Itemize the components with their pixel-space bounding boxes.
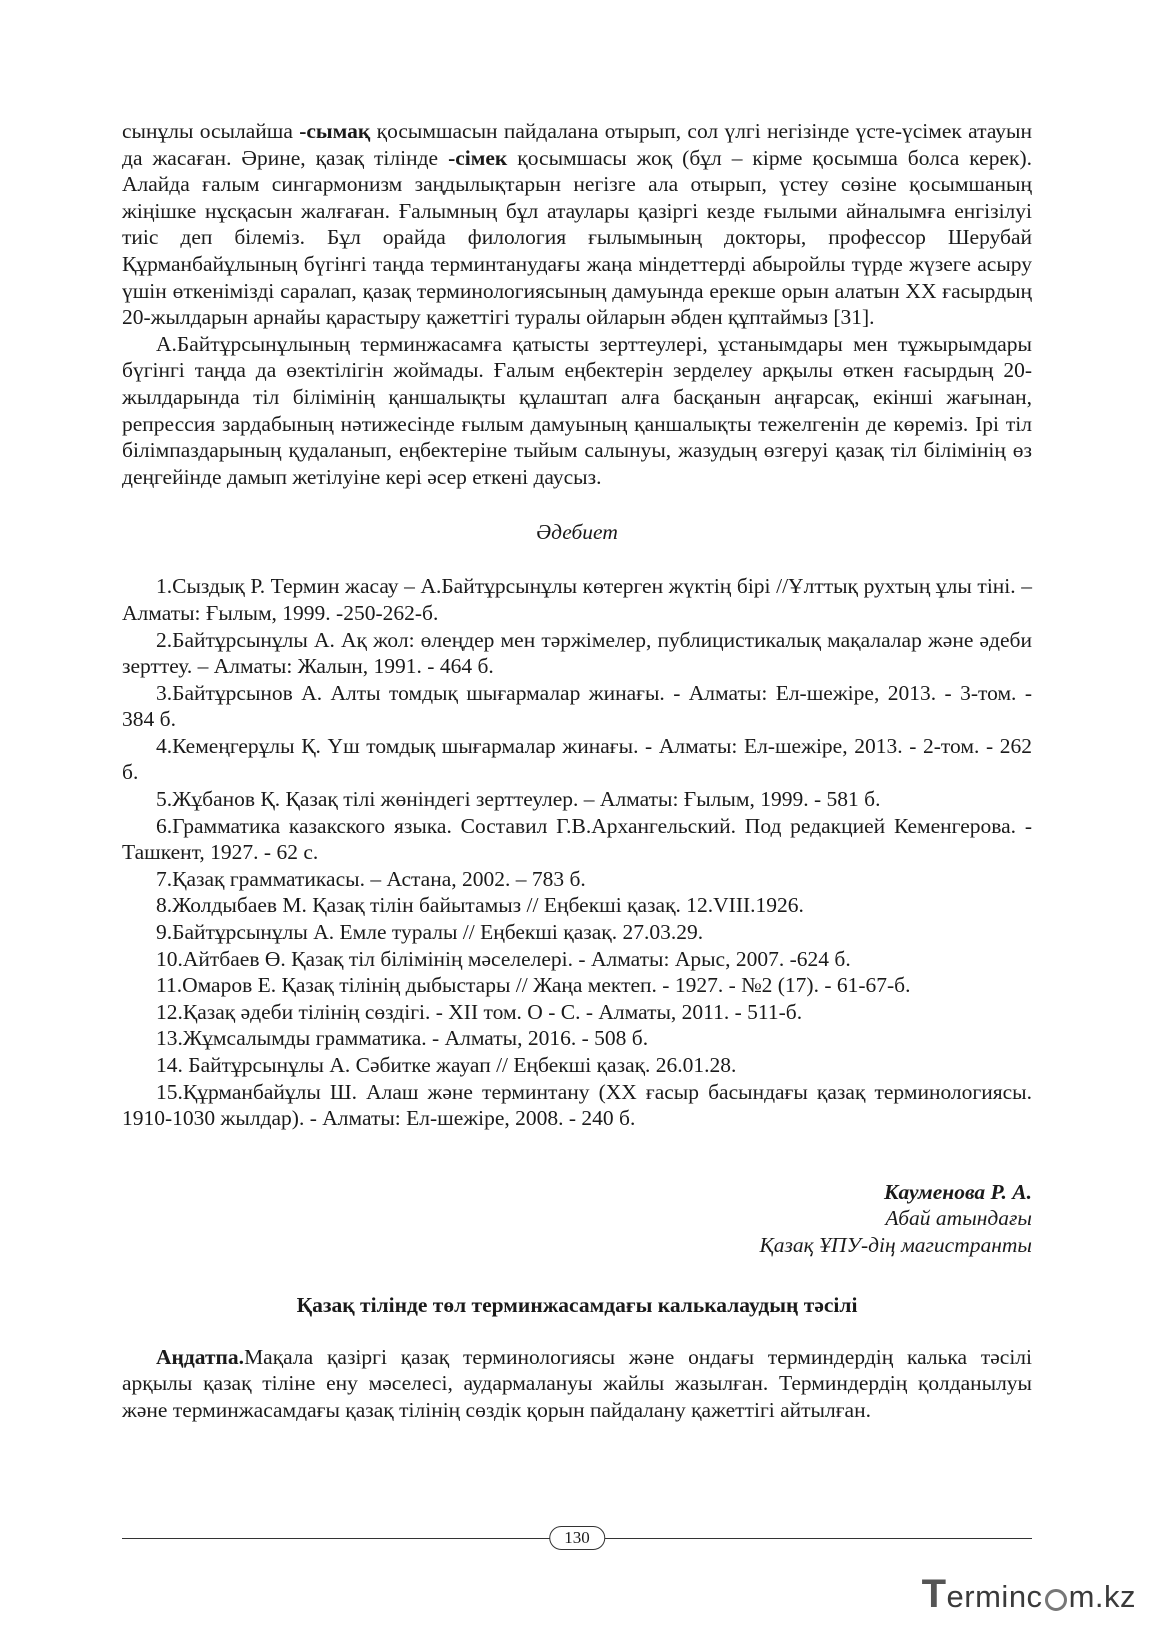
reference-item: 3.Байтұрсынов А. Алты томдық шығармалар жинағы. - Алматы: Ел-шежіре, 2013. - 3-том. - 384 б. [122,680,1032,732]
reference-item: 13.Жұмсалымды грамматика. - Алматы, 2016. - 508 б. [156,1026,649,1051]
reference-item: 10.Айтбаев Ө. Қазақ тіл білімінің мәселелері. - Алматы: Арыс, 2007. -624 б. [156,946,851,971]
reference-item: 12.Қазақ әдеби тілінің сөздігі. - XII том. О - С. - Алматы, 2011. - 511-б. [156,999,803,1024]
page-number: 130 [549,1526,605,1550]
bold-suffix-symak: -сымақ [299,119,371,143]
reference-item: 14. Байтұрсынұлы А. Сәбитке жауап // Еңбекші қазақ. 26.01.28. [156,1053,737,1077]
literature-title: Әдебиет [536,520,618,545]
reference-item: 2.Байтұрсынұлы А. Ақ жол: өлеңдер мен тәржімелер, публицистикалық мақалалар және әдеби зерттеу. – Алматы: Жалын, 1991. - 464 б. [122,627,1032,679]
reference-item: 15.Құрманбайұлы Ш. Алаш және терминтану (ХХ ғасыр басындағы қазақ терминологиясы. 1910-1030 жылдар). - Алматы: Ел-шежіре, 2008. - 240 б. [122,1079,1032,1131]
watermark-t: T [921,1572,947,1616]
author-affiliation-line-1: Абай атындағы [885,1206,1032,1231]
abstract-paragraph [122,1344,1032,1424]
abstract-text: Мақала қазіргі қазақ терминологиясы және ондағы терминдердің калька тәсілі арқылы қазақ тіліне ену мәселесі, аудармалануы жайлы жазылған. Терминдердің қолданылуы және терминжасамдағы қазақ тілінің сөздік қорын пайдалану қажеттігі айтылған. [122,1344,1032,1422]
reference-item: 7.Қазақ грамматикасы. – Астана, 2002. – 783 б. [156,866,586,891]
author-name: Кауменова Р. А. [883,1179,1032,1204]
abstract-label: Аңдатпа. [156,1344,245,1369]
reference-item: 11.Омаров Е. Қазақ тілінің дыбыстары // Жаңа мектеп. - 1927. - №2 (17). - 61-67-б. [156,973,911,998]
author-block [122,1179,1032,1259]
document-page [122,118,1032,1423]
termincom-watermark: Terminc m.kz [921,1572,1136,1616]
reference-item: 4.Кемеңгерұлы Қ. Үш томдық шығармалар жинағы. - Алматы: Ел-шежіре, 2013. - 2-том. - 262 б. [122,733,1032,785]
reference-list [122,573,1032,1131]
page-footer [122,1524,1032,1552]
watermark-circle-icon [1045,1589,1067,1611]
reference-item: 5.Жұбанов Қ. Қазақ тілі жөніндегі зерттеулер. – Алматы: Ғылым, 1999. - 581 б. [156,787,881,812]
author-affiliation-line-2: Қазақ ҰПУ-дің магистранты [759,1232,1032,1257]
bold-suffix-simek: -сімек [448,145,508,170]
reference-item: 6.Грамматика казакского языка. Составил Г.В.Архангельский. Под редакцией Кеменгерова. - Ташкент, 1927. - 62 с. [122,813,1032,865]
reference-item: 9.Байтұрсынұлы А. Емле туралы // Еңбекші қазақ. 27.03.29. [156,920,704,945]
reference-item: 8.Жолдыбаев М. Қазақ тілін байытамыз // Еңбекші қазақ. 12.VIII.1926. [156,893,804,918]
reference-item: 1.Сыздық Р. Термин жасау – А.Байтұрсынұлы көтерген жүктің бірі //Ұлттық рухтың ұлы тіні. –Алматы: Ғылым, 1999. -250-262-б. [122,574,1032,625]
body-paragraph-1: сынұлы осылайша -сымақ қосымшасын пайдалана отырып, сол үлгі негізінде үсте-үсімек атауын да жасаған. Әрине, қазақ тілінде -сімек қосымшасы жоқ (бұл – кірме қосымша болса керек). Алайда ғалым сингармонизм заңдылықтарын негізге ала отырып, үстеу сөзіне қосымшаның жіңішке нұсқасын жалғаған. Ғалымның бұл атаулары қазіргі кезде ғылыми айналымға енгізілуі тиіс деп білеміз. Бұл орайда филология ғылымының докторы, профессор Шерубай Құрманбайұлының бүгінгі таңда терминтанудағы жаңа міндеттерді абыройлы түрде жүзеге асыру үшін өткенімізді саралап, қазақ терминологиясының дамуында ерекше орын алатын ХХ ғасырдың 20-жылдарын арнайы қарастыру қажеттігі туралы ойларын әбден құптаймыз [31]. [122,119,1032,330]
article-title: Қазақ тілінде төл терминжасамдағы калькалаудың тәсілі [296,1292,858,1317]
body-paragraph-2: А.Байтұрсынұлының терминжасамға қатысты зерттеулері, ұстанымдары мен тұжырымдары бүгінгі таңда да өзектілігін жоймады. Ғалым еңбектерін зерделеу арқылы өткен ғасырдың 20-жылдарында тіл білімінің қаншалықты құлаштап алға басқанын аңғарсақ, екінші жағынан, репрессия зардабының нәтижесінде ғылым дамуының қаншалықты тежелгенін де көреміз. Ірі тіл білімпаздарының қудаланып, еңбектеріне тыйым салынуы, жазудың өзгеруі қазақ тіл білімінің өз деңгейінде дамып жетілуіне кері әсер еткені даусыз. [122,331,1032,489]
